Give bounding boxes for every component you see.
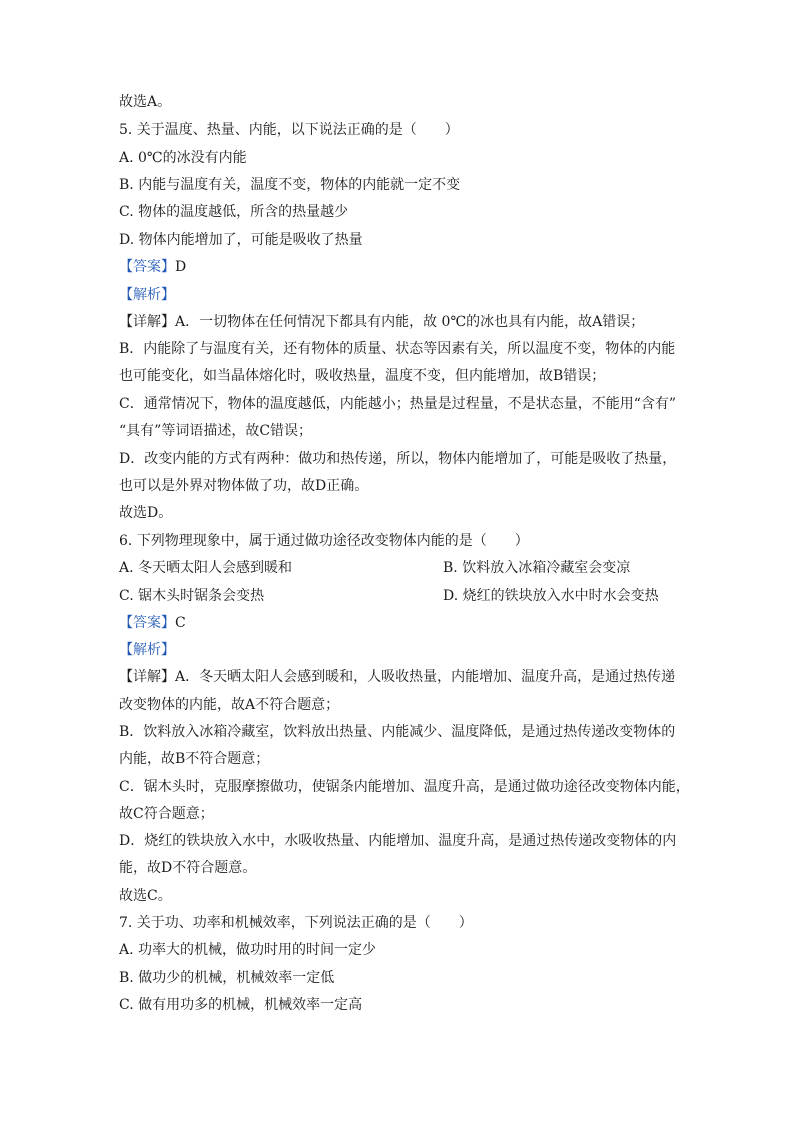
q6-option-c: C. 锯木头时锯条会变热 bbox=[119, 588, 265, 604]
q6-conclusion: 故选C。 bbox=[119, 888, 172, 904]
q6-detail-line bbox=[119, 667, 689, 687]
q6-detail-c2: 故C符合题意； bbox=[119, 806, 214, 822]
q7-option-c: C. 做有用功多的机械，机械效率一定高 bbox=[119, 997, 363, 1013]
q6-detail-a2: 改变物体的内能，故A不符合题意； bbox=[119, 697, 340, 713]
q6-option-a: A. 冬天晒太阳人会感到暖和 bbox=[119, 560, 293, 576]
q5-option-d: D. 物体内能增加了，可能是吸收了热量 bbox=[119, 232, 363, 248]
q5-analysis-tag: 【解析】 bbox=[119, 287, 175, 303]
q5-detail-a: A．一切物体在任何情况下都具有内能，故 0℃的冰也具有内能，故A错误； bbox=[175, 314, 645, 330]
q6-detail-a1: A．冬天晒太阳人会感到暖和，人吸收热量，内能增加、温度升高，是通过热传递 bbox=[175, 669, 676, 685]
q6-detail-c1: C．锯木头时，克服摩擦做功，使锯条内能增加、温度升高，是通过做功途径改变物体内能， bbox=[119, 779, 690, 795]
q5-answer bbox=[119, 257, 689, 277]
q7-option-b: B. 做功少的机械，机械效率一定低 bbox=[119, 970, 335, 986]
q6-detail-b1: B．饮料放入冰箱冷藏室，饮料放出热量、内能减少、温度降低，是通过热传递改变物体的 bbox=[119, 724, 676, 740]
q6-answer bbox=[119, 613, 689, 633]
q5-detail-b2: 也可能变化，如当晶体熔化时，吸收热量，温度不变，但内能增加，故B错误； bbox=[119, 368, 606, 384]
q6-detail-b2: 内能，故B不符合题意； bbox=[119, 751, 270, 767]
q6-answer-value: C bbox=[175, 615, 186, 631]
q5-detail-d1: D．改变内能的方式有两种：做功和热传递，所以，物体内能增加了，可能是吸收了热量， bbox=[119, 451, 677, 467]
q5-option-c: C. 物体的温度越低，所含的热量越少 bbox=[119, 204, 349, 220]
q6-detail-d2: 能，故D不符合题意。 bbox=[119, 860, 257, 876]
q4-conclusion: 故选A。 bbox=[119, 94, 172, 110]
q6-analysis-tag: 【解析】 bbox=[119, 642, 175, 658]
q5-option-b: B. 内能与温度有关，温度不变，物体的内能就一定不变 bbox=[119, 177, 461, 193]
q5-detail-c1: C．通常情况下，物体的温度越低，内能越小；热量是过程量，不是状态量，不能用“含有” bbox=[119, 396, 677, 412]
q7-stem: 7. 关于功、功率和机械效率，下列说法正确的是（ ） bbox=[119, 915, 473, 931]
q5-stem: 5. 关于温度、热量、内能，以下说法正确的是（ ） bbox=[119, 122, 459, 138]
q5-detail-b1: B．内能除了与温度有关，还有物体的质量、状态等因素有关，所以温度不变，物体的内能 bbox=[119, 341, 676, 357]
q5-option-a: A. 0℃的冰没有内能 bbox=[119, 150, 247, 166]
q6-option-b: B. 饮料放入冰箱冷藏室会变凉 bbox=[443, 560, 631, 576]
q6-detail-d1: D．烧红的铁块放入水中，水吸收热量、内能增加、温度升高，是通过热传递改变物体的内 bbox=[119, 833, 677, 849]
q5-detail-line bbox=[119, 312, 689, 332]
q5-answer-tag: 【答案】 bbox=[119, 259, 175, 275]
q6-answer-tag: 【答案】 bbox=[119, 615, 175, 631]
q5-answer-value: D bbox=[175, 259, 187, 275]
q5-detail-d2: 也可以是外界对物体做了功，故D正确。 bbox=[119, 478, 369, 494]
q6-detail-tag: 【详解】 bbox=[119, 669, 175, 685]
q6-option-d: D. 烧红的铁块放入水中时水会变热 bbox=[443, 588, 659, 604]
q5-detail-c2: “具有”等词语描述，故C错误； bbox=[119, 423, 313, 439]
q7-option-a: A. 功率大的机械，做功时用的时间一定少 bbox=[119, 942, 377, 958]
q6-stem: 6. 下列物理现象中，属于通过做功途径改变物体内能的是（ ） bbox=[119, 533, 529, 549]
q5-detail-tag: 【详解】 bbox=[119, 314, 175, 330]
q5-conclusion: 故选D。 bbox=[119, 505, 173, 521]
